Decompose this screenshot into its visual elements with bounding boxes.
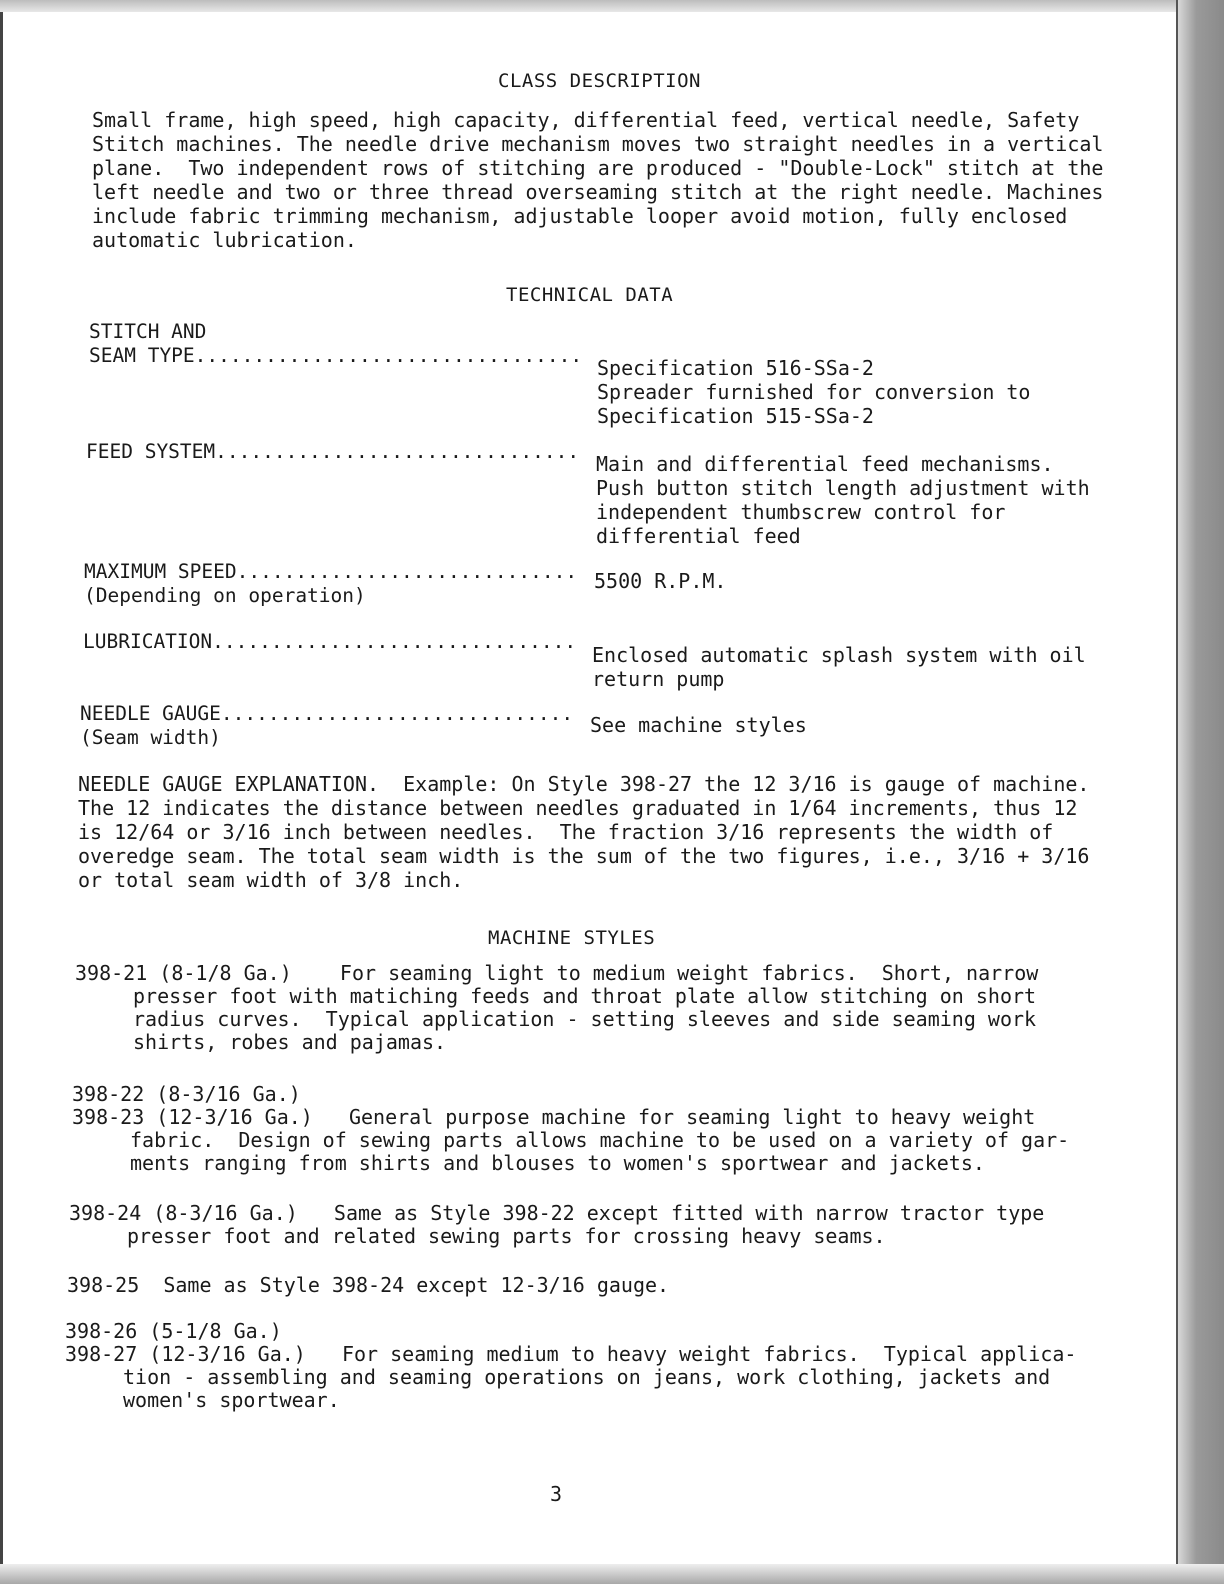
- label-line: MAXIMUM SPEED.............................: [84, 560, 578, 583]
- class-description-heading: CLASS DESCRIPTION: [498, 70, 701, 92]
- technical-data-heading: TECHNICAL DATA: [506, 284, 674, 306]
- feed-system-label: [86, 440, 579, 464]
- value-line: return pump: [592, 667, 725, 691]
- value-line: 5500 R.P.M.: [594, 569, 727, 593]
- style-code: 398-27 (12-3/16 Ga.): [65, 1342, 306, 1366]
- explanation-line: is 12/64 or 3/16 inch between needles. The fraction 3/16 represents the width of: [78, 820, 1054, 844]
- class-description-line: plane. Two independent rows of stitching are produced - "Double-Lock" stitch at the: [92, 156, 1104, 180]
- machine-style-entry: [65, 1320, 1076, 1412]
- style-description-line: tion - assembling and seaming operations on jeans, work clothing, jackets and: [123, 1365, 1051, 1389]
- value-line: Specification 515-SSa-2: [597, 404, 874, 428]
- style-description-line: women's sportwear.: [123, 1388, 340, 1412]
- machine-style-entry: [75, 962, 1038, 1054]
- machine-style-entry: [72, 1083, 1069, 1175]
- style-code: 398-25: [67, 1273, 140, 1297]
- needle-gauge-explanation-paragraph: [78, 772, 1089, 892]
- stitch-seam-type-label: [89, 320, 582, 368]
- style-description-line: fabric. Design of sewing parts allows machine to be used on a variety of gar-: [130, 1128, 1070, 1152]
- label-line: (Seam width): [80, 726, 221, 749]
- label-line: SEAM TYPE.................................: [89, 344, 583, 367]
- scan-right-margin: [1178, 0, 1224, 1584]
- style-description: For seaming light to medium weight fabrics. Short, narrow: [339, 961, 1039, 985]
- style-description-line: radius curves. Typical application - setting sleeves and side seaming work: [133, 1007, 1037, 1031]
- style-code: 398-26 (5-1/8 Ga.): [65, 1319, 282, 1343]
- explanation-line: or total seam width of 3/8 inch.: [78, 868, 464, 892]
- style-code: 398-21 (8-1/8 Ga.): [75, 961, 292, 985]
- explanation-line: overedge seam. The total seam width is the sum of the two figures, i.e., 3/16 + 3/16: [78, 844, 1090, 868]
- maximum-speed-label: [84, 560, 577, 608]
- class-description-line: Small frame, high speed, high capacity, differential feed, vertical needle, Safety: [92, 108, 1080, 132]
- style-description: For seaming medium to heavy weight fabrics. Typical applica-: [341, 1342, 1077, 1366]
- class-description-line: include fabric trimming mechanism, adjustable looper avoid motion, fully enclosed: [92, 204, 1068, 228]
- class-description-line: Stitch machines. The needle drive mechanism moves two straight needles in a vertical: [92, 132, 1104, 156]
- label-line: STITCH AND: [89, 320, 207, 343]
- style-code: 398-23 (12-3/16 Ga.): [72, 1105, 313, 1129]
- style-description-line: presser foot and related sewing parts for crossing heavy seams.: [127, 1224, 886, 1248]
- label-line: NEEDLE GAUGE..............................: [80, 702, 574, 725]
- lubrication-label: [83, 630, 576, 654]
- needle-gauge-label: [80, 702, 573, 750]
- value-line: Specification 516-SSa-2: [597, 356, 874, 380]
- style-description: Same as Style 398-24 except 12-3/16 gauge.: [163, 1273, 670, 1297]
- feed-system-value: [596, 452, 1090, 548]
- label-line: (Depending on operation): [84, 584, 366, 607]
- explanation-line: The 12 indicates the distance between needles graduated in 1/64 increments, thus 12: [78, 796, 1078, 820]
- class-description-line: automatic lubrication.: [92, 228, 357, 252]
- style-description-line: presser foot with matiching feeds and throat plate allow stitching on short: [133, 984, 1037, 1008]
- value-line: See machine styles: [590, 713, 807, 737]
- machine-styles-heading: MACHINE STYLES: [488, 927, 656, 949]
- class-description-paragraph: [92, 108, 1103, 252]
- page-number: 3: [550, 1482, 563, 1506]
- style-code: 398-22 (8-3/16 Ga.): [72, 1082, 301, 1106]
- value-line: independent thumbscrew control for: [596, 500, 1006, 524]
- lubrication-value: [592, 643, 1086, 691]
- value-line: Enclosed automatic splash system with oil: [592, 643, 1086, 667]
- style-description-line: ments ranging from shirts and blouses to women's sportwear and jackets.: [130, 1151, 985, 1175]
- value-line: Spreader furnished for conversion to: [597, 380, 1031, 404]
- machine-style-entry: [69, 1202, 1044, 1248]
- style-description: General purpose machine for seaming light to heavy weight: [348, 1105, 1036, 1129]
- style-code: 398-24 (8-3/16 Ga.): [69, 1201, 298, 1225]
- class-description-line: left needle and two or three thread overseaming stitch at the right needle. Machines: [92, 180, 1104, 204]
- value-line: differential feed: [596, 524, 801, 548]
- maximum-speed-value: [594, 569, 726, 593]
- stitch-seam-type-value: [597, 356, 1030, 428]
- value-line: Push button stitch length adjustment with: [596, 476, 1090, 500]
- needle-gauge-value: [590, 713, 807, 737]
- style-description-line: shirts, robes and pajamas.: [133, 1030, 447, 1054]
- label-line: LUBRICATION...............................: [83, 630, 577, 653]
- label-line: FEED SYSTEM...............................: [86, 440, 580, 463]
- value-line: Main and differential feed mechanisms.: [596, 452, 1054, 476]
- style-description: Same as Style 398-22 except fitted with narrow tractor type: [333, 1201, 1045, 1225]
- explanation-line: NEEDLE GAUGE EXPLANATION. Example: On Style 398-27 the 12 3/16 is gauge of machine.: [78, 772, 1090, 796]
- machine-style-entry: [67, 1274, 669, 1297]
